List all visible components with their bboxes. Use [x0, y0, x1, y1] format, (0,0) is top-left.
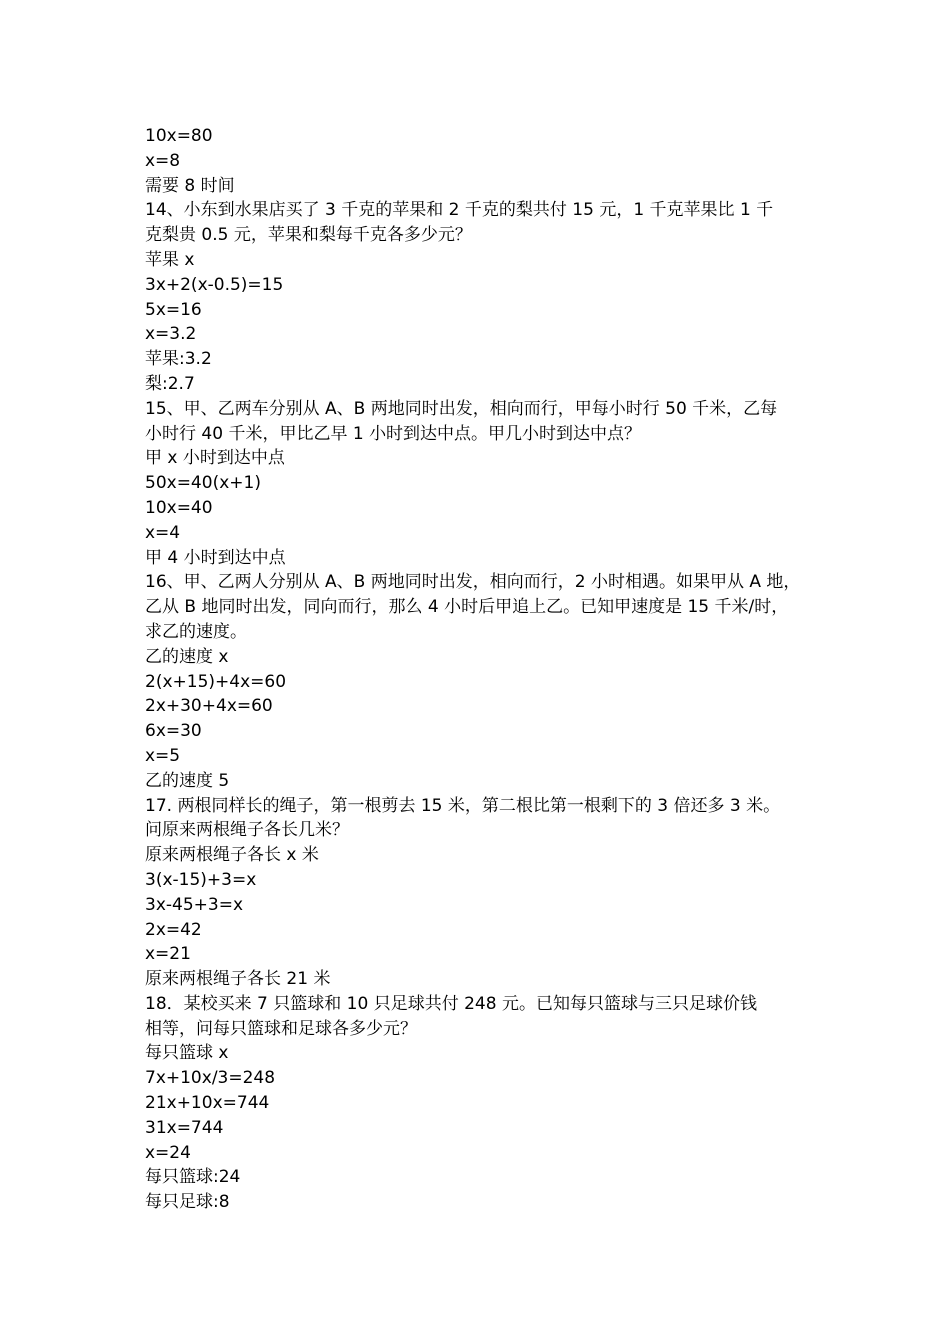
- text-line: 3x-45+3=x: [145, 894, 244, 915]
- text-line: x=5: [145, 745, 181, 766]
- problem-16-line-3: 求乙的速度。: [145, 621, 247, 642]
- text-line: 21x+10x=744: [145, 1093, 270, 1114]
- text-line: 5x=16: [145, 299, 202, 320]
- problem-18-line-1: 18．某校买来 7 只篮球和 10 只足球共付 248 元。已知每只篮球与三只足球价钱: [145, 993, 757, 1014]
- text-line: 每只篮球:24: [145, 1167, 241, 1188]
- text-line: 2(x+15)+4x=60: [145, 671, 287, 692]
- text-line: 苹果:3.2: [145, 349, 212, 370]
- text-line: 2x=42: [145, 919, 202, 940]
- problem-16-line-1: 16、甲、乙两人分别从 A、B 两地同时出发，相向而行，2 小时相遇。如果甲从 A 地，: [145, 572, 801, 593]
- text-line: 甲 4 小时到达中点: [145, 547, 286, 568]
- text-line: x=8: [145, 150, 181, 171]
- text-line: 31x=744: [145, 1117, 224, 1138]
- text-line: 原来两根绳子各长 21 米: [145, 969, 331, 990]
- text-line: x=3.2: [145, 324, 197, 345]
- text-line: 6x=30: [145, 721, 202, 742]
- text-line: 需要 8 时间: [145, 175, 235, 196]
- text-line: 10x=40: [145, 497, 213, 518]
- text-line: 3x+2(x-0.5)=15: [145, 274, 284, 295]
- problem-18-line-2: 相等，问每只篮球和足球各多少元？: [145, 1018, 417, 1039]
- text-line: 梨:2.7: [145, 373, 195, 394]
- text-line: x=24: [145, 1142, 191, 1163]
- text-line: 3(x-15)+3=x: [145, 869, 257, 890]
- problem-15-line-2: 小时行 40 千米，甲比乙早 1 小时到达中点。甲几小时到达中点？: [145, 423, 642, 444]
- text-line: 50x=40(x+1): [145, 473, 261, 494]
- document-body: [145, 124, 825, 1215]
- problem-16-line-2: 乙从 B 地同时出发，同向而行，那么 4 小时后甲追上乙。已知甲速度是 15 千米/时，: [145, 597, 789, 618]
- text-line: 甲 x 小时到达中点: [145, 448, 285, 469]
- problem-17-line-1: 17. 两根同样长的绳子，第一根剪去 15 米，第二根比第一根剩下的 3 倍还多 3 米。: [145, 795, 781, 816]
- text-line: 10x=80: [145, 126, 213, 146]
- text-line: 7x+10x/3=248: [145, 1068, 276, 1089]
- text-line: 每只足球:8: [145, 1192, 230, 1213]
- text-line: 原来两根绳子各长 x 米: [145, 845, 319, 866]
- text-line: 乙的速度 x: [145, 646, 229, 667]
- text-line: 苹果 x: [145, 249, 195, 270]
- problem-17-line-2: 问原来两根绳子各长几米？: [145, 820, 349, 841]
- text-line: x=21: [145, 944, 191, 965]
- problem-14-line-1: 14、小东到水果店买了 3 千克的苹果和 2 千克的梨共付 15 元，1 千克苹果比 1 千: [145, 200, 774, 221]
- problem-14-line-2: 克梨贵 0.5 元，苹果和梨每千克各多少元？: [145, 225, 472, 246]
- problem-15-line-1: 15、甲、乙两车分别从 A、B 两地同时出发，相向而行，甲每小时行 50 千米，乙每: [145, 398, 778, 419]
- text-line: 乙的速度 5: [145, 770, 230, 791]
- text-line: 2x+30+4x=60: [145, 696, 273, 717]
- text-line: 每只篮球 x: [145, 1043, 229, 1064]
- text-line: x=4: [145, 522, 181, 543]
